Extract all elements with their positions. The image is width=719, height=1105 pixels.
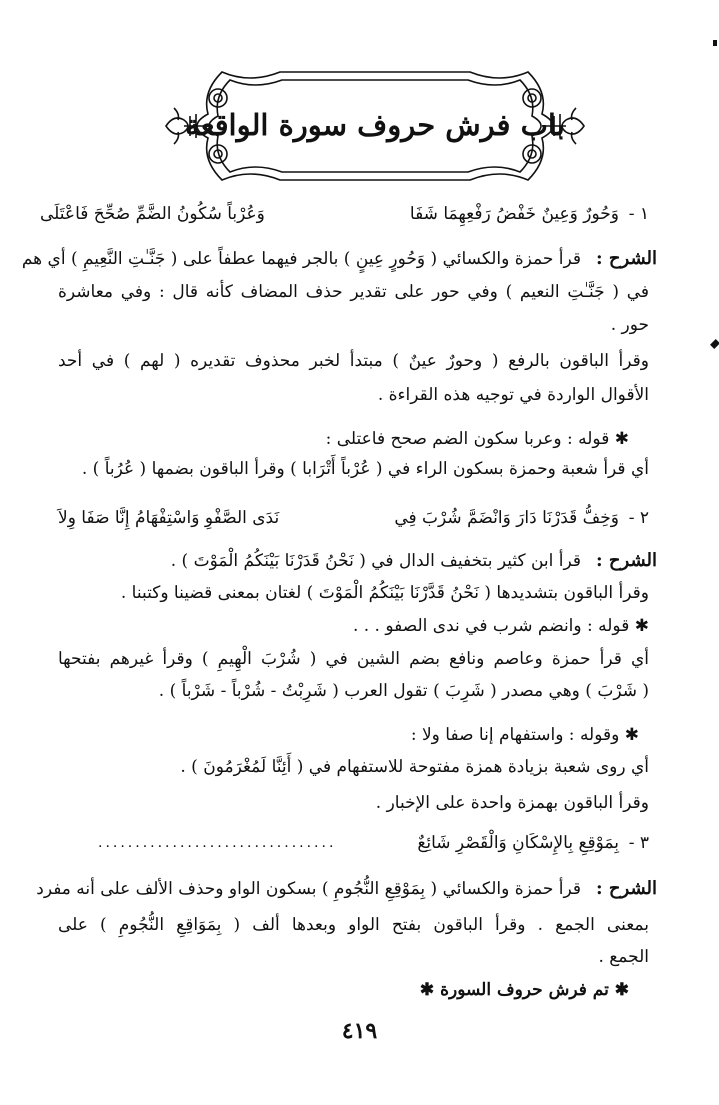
explanation-3-line-3: الجمع . [598,947,649,967]
note-1-heading: ✱ قوله : وعربا سكون الضم صحح فاعتلى : [325,429,629,449]
explanation-2-line-2: وقرأ الباقون بتشديدها ( نَحْنُ قَدَّرْنَا بَيْنَكُمُ الْمَوْتَ ) لغتان بمعنى قضينا وكتبنا . [120,583,649,603]
verse-2-first-hemistich: وَخِفُّ قَدَرْنَا دَارَ وَانْضَمَّ شُرْبَ فِي [394,508,619,528]
verse-1-number: ١ - [628,204,649,224]
verse-1-first-hemistich: وَحُورٌ وَعِينٌ خَفْضُ رَفْعِهِمَا شَفَا [409,204,619,224]
verse-1-second-hemistich: وَعُرْباً سُكُونُ الضَّمِّ صُحِّحَ فَاعْتَلَى [40,204,265,224]
verse-3-ellipsis: ................................ [98,835,337,851]
page-number: ٤١٩ [341,1018,378,1044]
explanation-3-line-2: بمعنى الجمع . وقرأ الباقون بفتح الواو وبعدها ألف ( بِمَوَاقِعِ النُّجُومِ ) على [58,915,649,935]
verse-2-number: ٢ - [628,508,649,528]
explanation-1-line-4: وقرأ الباقون بالرفع ( وحورٌ عينٌ ) مبتدأ لخبر محذوف تقديره ( لهم ) في أحد [58,351,649,371]
explanation-2-line-1: قرأ ابن كثير بتخفيف الدال في ( نَحْنُ قَدَرْنَا بَيْنَكُمُ الْمَوْتَ ) . [170,551,581,571]
note-2-heading: ✱ وقوله : واستفهام إنا صفا ولا : [410,725,639,745]
note-2-line-1: أي روى شعبة بزيادة همزة مفتوحة للاستفهام في ( أَئِنَّا لَمُغْرَمُونَ ) . [180,757,649,777]
explanation-2-line-4: أي قرأ حمزة وعاصم ونافع بضم الشين في ( شُرْبَ الْهِيمِ ) وقرأ غيرهم بفتحها [58,649,649,669]
edge-mark-top [713,40,717,46]
explanation-1-line-1: قرأ حمزة والكسائي ( وَحُورٍ عِينٍ ) بالجر فيهما عطفاً على ( جَنَّـٰتِ النَّعِيمِ ) أي هم [21,249,581,269]
note-1-body: أي قرأ شعبة وحمزة بسكون الراء في ( عُرْباً أَتْرَابا ) وقرأ الباقون بضمها ( عُرُباً ) . [81,459,649,479]
explanation-2-line-5: ( شَرْبَ ) وهي مصدر ( شَرِبَ ) تقول العرب ( شَرِبْتُ - شُرْباً - شَرْباً ) . [158,681,649,701]
edge-mark-middle [710,339,719,349]
verse-2-second-hemistich: نَدَى الصَّفْوِ وَاسْتِفْهَامُ إِنَّا صَفَا وِلاَ [58,508,280,528]
explanation-1-line-2: في ( جَنَّـٰتِ النعيم ) وفي حور على تقدير حذف المضاف كأنه قال : وفي معاشرة [58,282,649,302]
explanation-2-line-3: ✱ قوله : وانضم شرب في ندى الصفو . . . [352,616,649,636]
explanation-3-line-1: قرأ حمزة والكسائي ( بِمَوْقِعِ النُّجُومِ ) بسكون الواو وحذف الألف على أنه مفرد [36,879,581,899]
sharh-label-2: الشرح : [595,550,657,571]
end-note: ✱ تم فرش حروف السورة ✱ [419,980,629,1000]
sharh-label-1: الشرح : [595,248,657,269]
sharh-label-3: الشرح : [595,878,657,899]
explanation-1-line-5: الأقوال الواردة في توجيه هذه القراءة . [377,385,649,405]
verse-3-first-hemistich: بِمَوْقِعِ بِالإِسْكَانِ وَالْقَصْرِ شَائِعٌ [417,833,619,853]
explanation-1-line-3: حور . [610,315,649,335]
verse-3-number: ٣ - [628,833,649,853]
note-2-line-2: وقرأ الباقون بهمزة واحدة على الإخبار . [375,793,649,813]
chapter-title: باب فرش حروف سورة الواقعة [185,108,565,142]
